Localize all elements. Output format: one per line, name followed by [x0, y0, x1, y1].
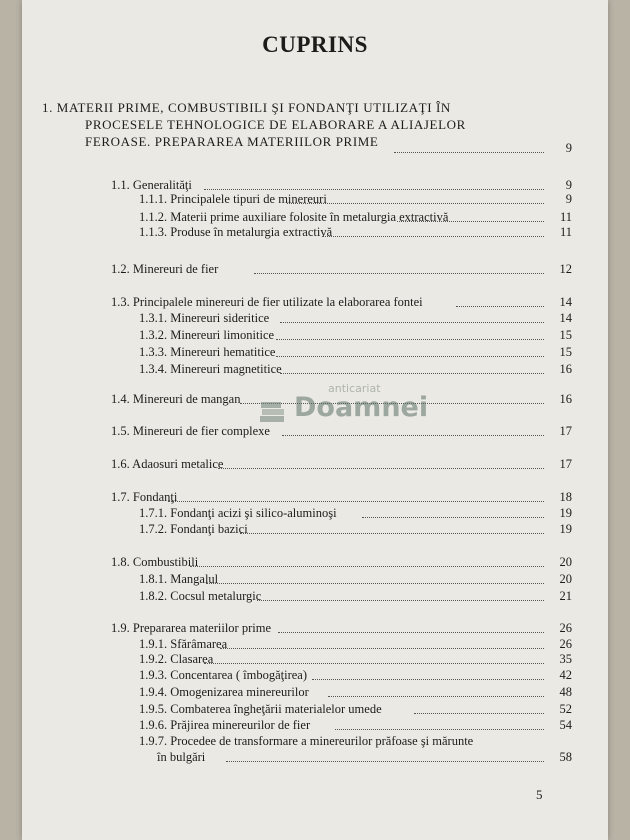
- toc-entry-title: 1.2. Minereuri de fier: [111, 262, 219, 276]
- toc-entry-page: 17: [559, 457, 572, 471]
- book-page: [22, 0, 608, 840]
- toc-entry-page: 14: [559, 311, 572, 325]
- toc-entry-title: 1.9.1. Sfărâmarea: [139, 637, 228, 651]
- toc-leader-dots: [257, 600, 544, 601]
- toc-leader-dots: [280, 322, 544, 323]
- toc-entry-page: 26: [559, 637, 572, 651]
- toc-entry-page: 19: [559, 506, 572, 520]
- page-number: 5: [536, 787, 543, 802]
- toc-leader-dots: [204, 663, 544, 664]
- toc-entry-title: 1.9.4. Omogenizarea minereurilor: [139, 685, 309, 699]
- toc-entry-page: 58: [559, 750, 572, 764]
- toc-entry-title: 1.9.2. Clasarea: [139, 652, 214, 666]
- chapter-leader-dots: [394, 152, 544, 153]
- toc-entry-title: 1.3.4. Minereuri magnetitice: [139, 362, 282, 376]
- toc-leader-dots: [220, 648, 544, 649]
- toc-leader-dots: [206, 583, 544, 584]
- toc-leader-dots: [218, 468, 544, 469]
- toc-entry-page: 12: [559, 262, 572, 276]
- toc-entry-page: 42: [559, 668, 572, 682]
- toc-entry-page: 19: [559, 522, 572, 536]
- chapter-title-line-1: 1. MATERII PRIME, COMBUSTIBILI ŞI FONDANŢI UTILIZAŢI ÎN: [42, 100, 451, 115]
- toc-entry-title: 1.9.3. Concentarea ( îmbogăţirea): [139, 668, 307, 682]
- toc-leader-dots: [362, 517, 544, 518]
- toc-leader-dots: [168, 501, 544, 502]
- toc-entry-title: 1.9.5. Combaterea îngheţării materialelor umede: [139, 702, 382, 716]
- watermark-top-text: anticariat: [328, 382, 381, 395]
- toc-entry-page: 54: [559, 718, 572, 732]
- toc-entry-title: 1.8.1. Mangalul: [139, 572, 219, 586]
- toc-entry-page: 16: [559, 392, 572, 406]
- toc-entry-title: 1.5. Minereuri de fier complexe: [111, 424, 270, 438]
- toc-entry-title: 1.3.1. Minereuri sideritice: [139, 311, 270, 325]
- toc-leader-dots: [414, 713, 544, 714]
- toc-entry-title: 1.3.3. Minereuri hematitice: [139, 345, 276, 359]
- toc-entry-page: 11: [559, 210, 572, 224]
- toc-entry-page: 26: [559, 621, 572, 635]
- toc-entry-title: 1.3. Principalele minereuri de fier utilizate la elaborarea fontei: [111, 295, 423, 309]
- toc-entry-page: 15: [559, 345, 572, 359]
- toc-leader-dots: [254, 273, 544, 274]
- toc-entry-page: 14: [559, 295, 572, 309]
- toc-entry-page: 21: [559, 589, 572, 603]
- toc-entry-title: 1.9. Prepararea materiilor prime: [111, 621, 271, 635]
- toc-leader-dots: [322, 236, 544, 237]
- toc-leader-dots: [276, 339, 544, 340]
- toc-entry-title: 1.9.6. Prăjirea minereurilor de fier: [139, 718, 311, 732]
- toc-entry-page: 15: [559, 328, 572, 342]
- toc-entry-page: 20: [559, 572, 572, 586]
- toc-leader-dots: [204, 189, 544, 190]
- page-title: CUPRINS: [262, 32, 368, 57]
- toc-entry-title: 1.7.1. Fondanţi acizi şi silico-aluminoşi: [139, 506, 337, 520]
- toc-entry-title: 1.8.2. Cocsul metalurgic: [139, 589, 262, 603]
- toc-leader-dots: [280, 373, 544, 374]
- toc-entry-title: 1.4. Minereuri de mangan: [111, 392, 241, 406]
- toc-leader-dots: [240, 533, 544, 534]
- toc-entry-page: 17: [559, 424, 572, 438]
- toc-entry-title: 1.7.2. Fondanţi bazici: [139, 522, 248, 536]
- toc-entry-title: în bulgări: [157, 750, 206, 764]
- toc-entry-title: 1.1.3. Produse în metalurgia extractivă: [139, 225, 333, 239]
- toc-leader-dots: [278, 632, 544, 633]
- toc-entry-title: 1.9.7. Procedee de transformare a minereurilor prăfoase şi mărunte: [139, 734, 474, 748]
- toc-entry-page: 16: [559, 362, 572, 376]
- toc-entry-title: 1.7. Fondanţi: [111, 490, 178, 504]
- toc-leader-dots: [276, 356, 544, 357]
- toc-entry-title: 1.8. Combustibili: [111, 555, 199, 569]
- book-stack-icon: [258, 398, 288, 428]
- toc-entry-title: 1.1.2. Materii prime auxiliare folosite în metalurgia extractivă: [139, 210, 449, 224]
- toc-leader-dots: [456, 306, 544, 307]
- toc-entry-page: 20: [559, 555, 572, 569]
- toc-entry-title: 1.1. Generalităţi: [111, 178, 192, 192]
- chapter-title-line-2: PROCESELE TEHNOLOGICE DE ELABORARE A ALIAJELOR: [85, 117, 466, 132]
- toc-leader-dots: [312, 679, 544, 680]
- toc-entry-page: 18: [559, 490, 572, 504]
- toc-entry-page: 11: [559, 225, 572, 239]
- toc-entry-page: 9: [565, 192, 572, 206]
- toc-entry-title: 1.6. Adaosuri metalice: [111, 457, 224, 471]
- toc-leader-dots: [190, 566, 544, 567]
- toc-leader-dots: [287, 203, 544, 204]
- toc-leader-dots: [328, 696, 544, 697]
- toc-entry-page: 52: [559, 702, 572, 716]
- toc-leader-dots: [335, 729, 544, 730]
- chapter-title-line-3: FEROASE. PREPARAREA MATERIILOR PRIME: [85, 134, 379, 149]
- toc-entry-page: 48: [559, 685, 572, 699]
- toc-entry-title: 1.1.1. Principalele tipuri de minereuri: [139, 192, 327, 206]
- watermark-logo: [258, 382, 429, 440]
- chapter-page-number: 9: [565, 141, 572, 155]
- toc-leader-dots: [226, 761, 544, 762]
- toc-entry-page: 9: [565, 178, 572, 192]
- toc-entry-title: 1.3.2. Minereuri limonitice: [139, 328, 275, 342]
- watermark-main-text: Doamnei: [294, 392, 429, 423]
- toc-leader-dots: [397, 221, 544, 222]
- toc-entry-page: 35: [559, 652, 572, 666]
